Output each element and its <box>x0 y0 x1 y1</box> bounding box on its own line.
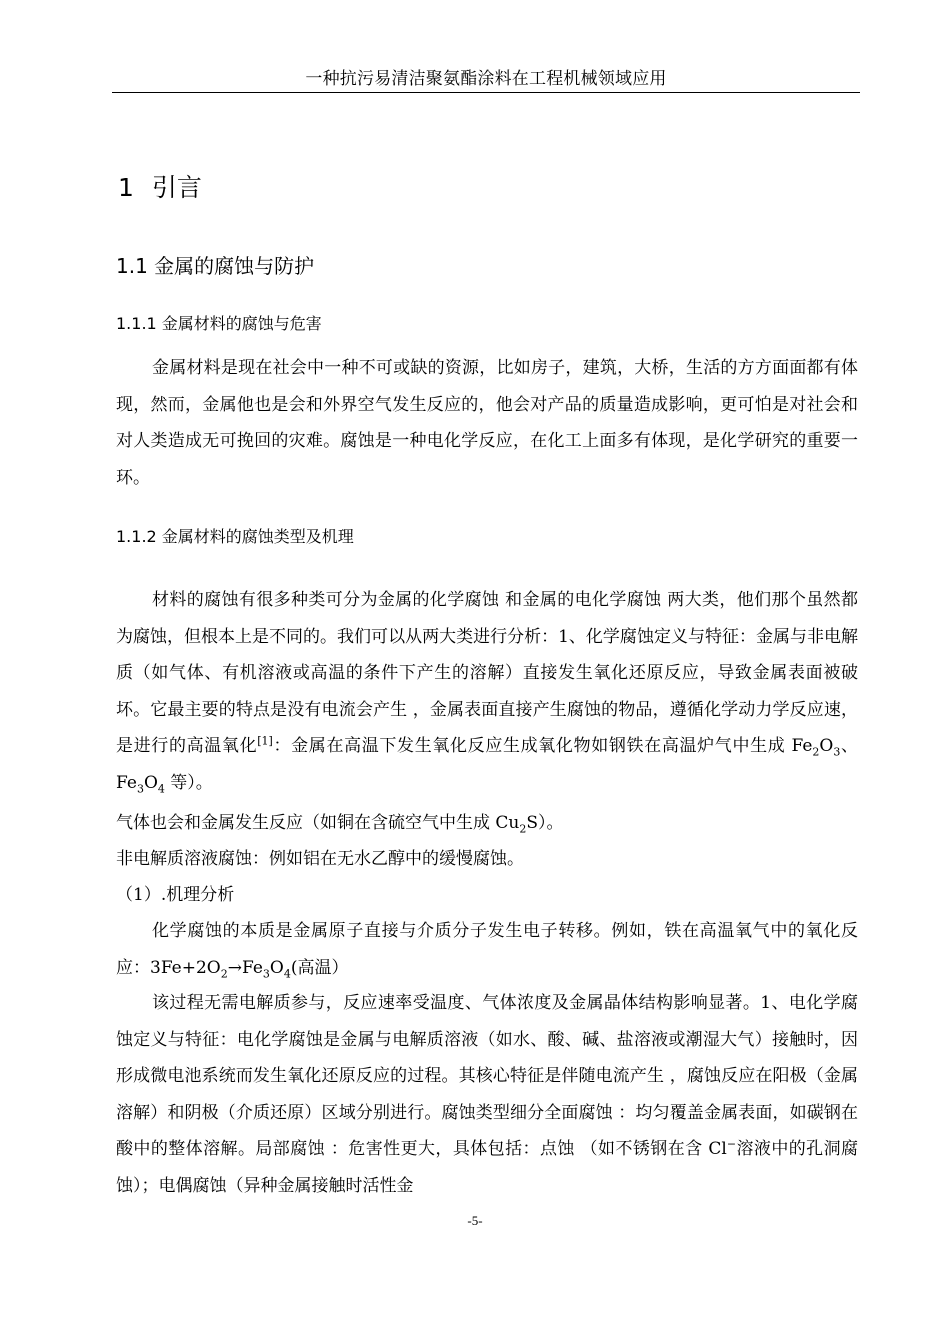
para6-text-a: 化学腐蚀的本质是金属原子直接与介质分子发生电子转移。例如，铁在高温氧气中的氧化反应：3Fe+2O <box>116 921 858 978</box>
chapter-title: 引言 <box>151 173 202 202</box>
header-title: 一种抗污易清洁聚氨酯涂料在工程机械领域应用 <box>305 69 667 88</box>
para3-text-a: 气体也会和金属发生反应（如铜在含硫空气中生成 Cu <box>116 813 520 833</box>
subscript: 2 <box>519 822 527 836</box>
para3-text-b: S）。 <box>526 813 564 833</box>
para2-text-c: O <box>819 736 834 756</box>
para6-text-d: (高温） <box>290 957 349 978</box>
para2-text-b: ：金属在高温下发生氧化反应生成氧化物如钢铁在高温炉气中生成 Fe <box>272 736 813 756</box>
page-number: -5- <box>467 1213 483 1228</box>
subscript: 4 <box>283 966 291 980</box>
para2-text-f: 等）。 <box>164 772 213 793</box>
chapter-heading <box>118 170 202 206</box>
subscript: 3 <box>136 781 144 795</box>
paragraph-electrochemical-corrosion <box>116 985 858 1204</box>
paragraph-mechanism-heading: （1）.机理分析 <box>116 885 235 905</box>
para2-text-d: 、Fe <box>116 736 858 793</box>
subscript: 4 <box>157 781 165 795</box>
paragraph-gas-corrosion <box>116 805 858 842</box>
superscript: − <box>726 1137 737 1151</box>
para2-text-a: 材料的腐蚀有很多种类可分为金属的化学腐蚀 和金属的电化学腐蚀 两大类，他们那个虽然都为腐蚀，但根本上是不同的。我们可以从两大类进行分析：1、化学腐蚀定义与特征：金属与非电解质（如气体、有机溶液或高温的条件下产生的溶解）直接发生氧化还原反应，导致金属表面被破坏。它最主要的特点是没有电流会产生 ，金属表面直接产生腐蚀的物品，遵循化学动力学反应速，是进行的高温氧化 <box>116 590 858 756</box>
subscript: 3 <box>262 966 270 980</box>
paragraph-corrosion-hazard: 金属材料是现在社会中一种不可或缺的资源，比如房子，建筑，大桥，生活的方方面面都有体现，然而，金属他也是会和外界空气发生反应的，他会对产品的质量造成影响，更可怕是对社会和对人类造成无可挽回的灾难。腐蚀是一种电化学反应，在化工上面多有体现，是化学研究的重要一环。 <box>116 358 858 488</box>
subsection-heading-1-1-1: 1.1.1 金属材料的腐蚀与危害 <box>116 314 322 333</box>
paragraph-corrosion-types <box>116 582 858 801</box>
subscript: 3 <box>833 745 841 759</box>
para6-text-c: O <box>269 957 284 978</box>
para2-text-e: O <box>143 772 158 793</box>
page-header <box>112 66 860 93</box>
paragraph-nonelectrolyte-corrosion: 非电解质溶液腐蚀：例如铝在无水乙醇中的缓慢腐蚀。 <box>116 849 524 869</box>
subsection-heading-1-1-2: 1.1.2 金属材料的腐蚀类型及机理 <box>116 527 354 546</box>
para7-text-a: 该过程无需电解质参与，反应速率受温度、气体浓度及金属晶体结构影响显著。1、电化学腐蚀定义与特征：电化学腐蚀是金属与电解质溶液（如水、酸、碱、盐溶液或潮湿大气）接触时，因形成微电池系统而发生氧化还原反应的过程。其核心特征是伴随电流产生 ，腐蚀反应在阳极（金属溶解）和阴极（介质还原）区域分别进行。腐蚀类型细分全面腐蚀 ：均匀覆盖金属表面，如碳钢在酸中的整体溶解。局部腐蚀 ：危害性更大，具体包括：点蚀 （如不锈钢在含 Cl <box>116 993 858 1159</box>
paragraph-chemical-mechanism <box>116 913 858 986</box>
citation-ref: [1] <box>257 734 273 748</box>
section-heading: 1.1 金属的腐蚀与防护 <box>116 254 315 278</box>
subscript: 2 <box>220 966 228 980</box>
chapter-number: 1 <box>118 173 134 202</box>
para6-text-b: →Fe <box>227 957 263 978</box>
para7-text-b: 溶液中的孔洞腐蚀）；电偶腐蚀（异种金属接触时活性金 <box>116 1139 859 1196</box>
subscript: 2 <box>812 745 820 759</box>
